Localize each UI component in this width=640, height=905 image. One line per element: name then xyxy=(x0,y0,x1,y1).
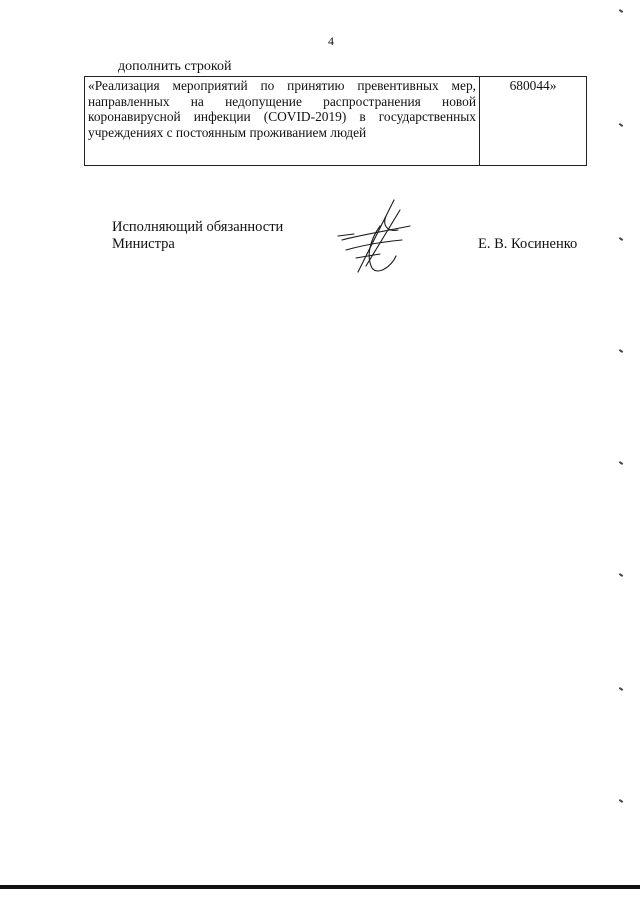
code-cell: 680044» xyxy=(480,77,587,166)
scan-edge-mark xyxy=(619,349,623,353)
signatory-title-line1: Исполняющий обязанности xyxy=(112,219,284,235)
bottom-scan-border xyxy=(0,885,640,889)
scan-edge-mark xyxy=(619,123,623,127)
scan-edge-mark xyxy=(619,687,623,691)
scan-edge-mark xyxy=(619,573,623,577)
handwritten-signature xyxy=(336,196,416,278)
table-row xyxy=(85,77,587,166)
signatory-name: Е. В. Косиненко xyxy=(478,236,578,252)
amendment-table xyxy=(84,76,587,166)
scan-edge-mark xyxy=(619,799,623,803)
signatory-title xyxy=(112,219,283,253)
intro-text: дополнить строкой xyxy=(118,59,232,74)
page-number: 4 xyxy=(328,34,334,48)
description-cell: «Реализация мероприятий по принятию превентивных мер, направленных на недопущение распространения новой коронавирусной инфекции (COVID-2019) в государственных учреждениях с постоянным проживанием людей xyxy=(85,77,480,166)
signatory-title-line2: Министра xyxy=(112,236,175,252)
scan-edge-mark xyxy=(619,9,623,13)
scan-edge-mark xyxy=(619,237,623,241)
scan-edge-mark xyxy=(619,461,623,465)
